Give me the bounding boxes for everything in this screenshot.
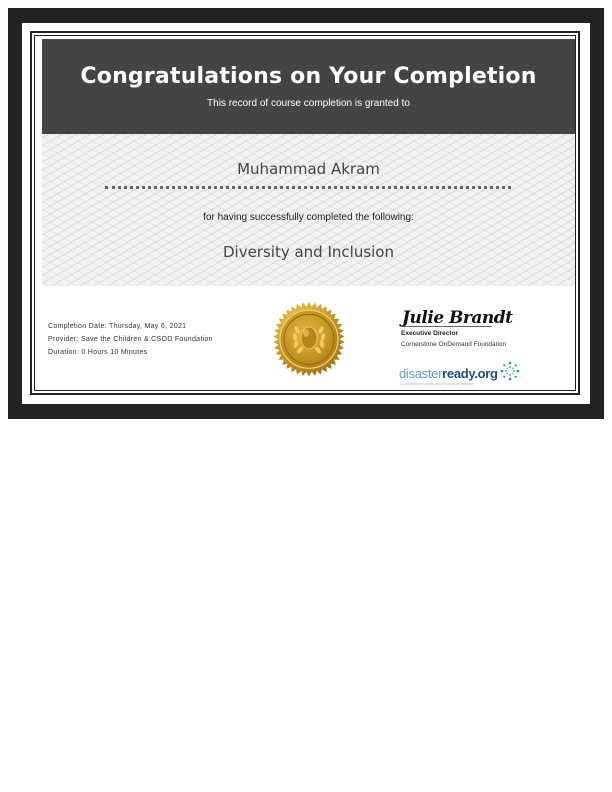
duration: Duration: 0 Hours 10 Minutes bbox=[48, 349, 148, 356]
wave-pattern-background bbox=[42, 134, 575, 286]
disasterready-logo bbox=[399, 366, 498, 381]
course-details bbox=[48, 320, 213, 359]
recipient-name: Muhammad Akram bbox=[237, 160, 380, 178]
certificate-subtitle: This record of course completion is granted to bbox=[207, 98, 410, 109]
certificate-title: Congratulations on Your Completion bbox=[80, 64, 537, 89]
course-name: Diversity and Inclusion bbox=[222, 243, 394, 261]
certificate-header bbox=[42, 39, 575, 134]
signature: Julie Brandt bbox=[402, 308, 513, 328]
logo-tagline: A Cornerstone OnDemand Foundation Initiative bbox=[400, 382, 474, 386]
signatory-title: Executive Director bbox=[401, 330, 459, 337]
provider: Provider: Save the Children & CSOD Foundation bbox=[48, 336, 213, 343]
logo-text-part2: ready.org bbox=[442, 366, 498, 381]
signature-line bbox=[400, 326, 492, 327]
dotted-divider bbox=[105, 186, 511, 189]
completion-date: Completion Date: Thursday, May 6, 2021 bbox=[48, 323, 187, 330]
logo-text-part1: disaster bbox=[399, 366, 443, 381]
burst-dots-icon bbox=[499, 360, 521, 382]
gold-seal-icon bbox=[268, 300, 350, 380]
signatory-organization: Cornerstone OnDemand Foundation bbox=[401, 341, 507, 348]
completion-statement: for having successfully completed the following: bbox=[203, 212, 414, 223]
